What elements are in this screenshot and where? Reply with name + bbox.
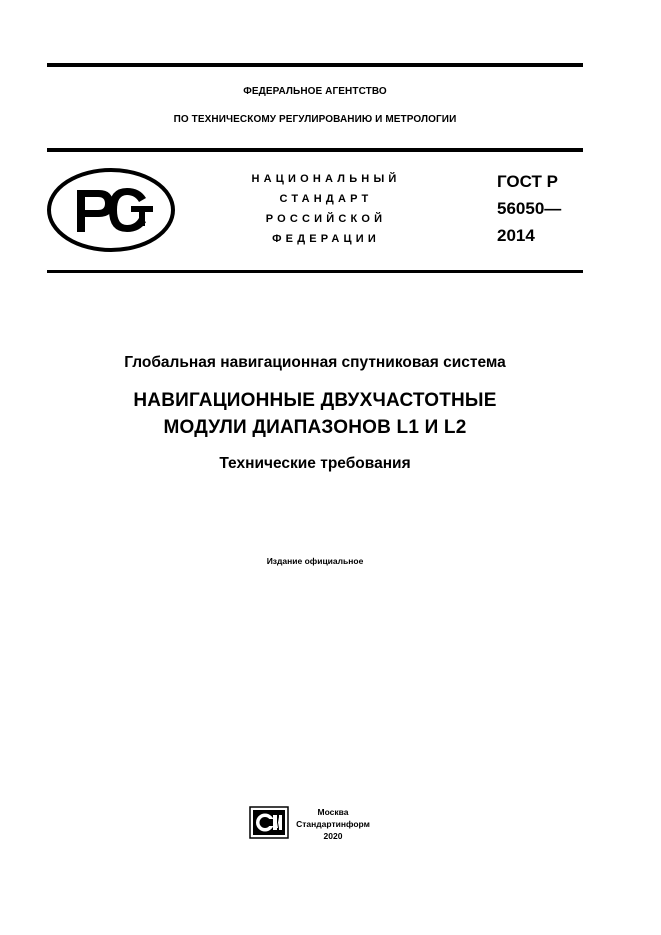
imprint-city: Москва [317,807,349,817]
bottom-rule [47,270,583,273]
standard-number-line-3: 2014 [497,226,535,245]
system-title: Глобальная навигационная спутниковая система [124,354,506,371]
document-subtitle: Технические требования [219,455,411,472]
imprint [294,806,372,842]
agency-name-line-1: ФЕДЕРАЛЬНОЕ АГЕНТСТВО [243,86,387,97]
main-title-line-2: МОДУЛИ ДИАПАЗОНОВ L1 И L2 [163,417,467,438]
agency-name-line-2: ПО ТЕХНИЧЕСКОМУ РЕГУЛИРОВАНИЮ И МЕТРОЛОГИИ [173,114,457,125]
edition-note: Издание официальное [266,556,364,566]
standard-type-line-1: НАЦИОНАЛЬНЫЙ [251,173,401,185]
middle-rule [47,148,583,152]
standard-type-line-4: ФЕДЕРАЦИИ [272,233,380,245]
standard-type-line-3: РОССИЙСКОЙ [265,213,387,225]
standard-number-line-2: 56050— [497,199,562,218]
standard-type-line-2: СТАНДАРТ [279,193,373,205]
gost-r-emblem-icon [47,168,175,252]
top-rule [47,63,583,67]
main-title-line-1: НАВИГАЦИОННЫЕ ДВУХЧАСТОТНЫЕ [133,390,497,411]
standartinform-logo-icon [249,806,289,839]
imprint-year: 2020 [323,831,343,841]
standard-number-line-1: ГОСТ Р [497,172,558,191]
imprint-publisher: Стандартинформ [296,819,370,829]
standard-number [497,168,597,249]
